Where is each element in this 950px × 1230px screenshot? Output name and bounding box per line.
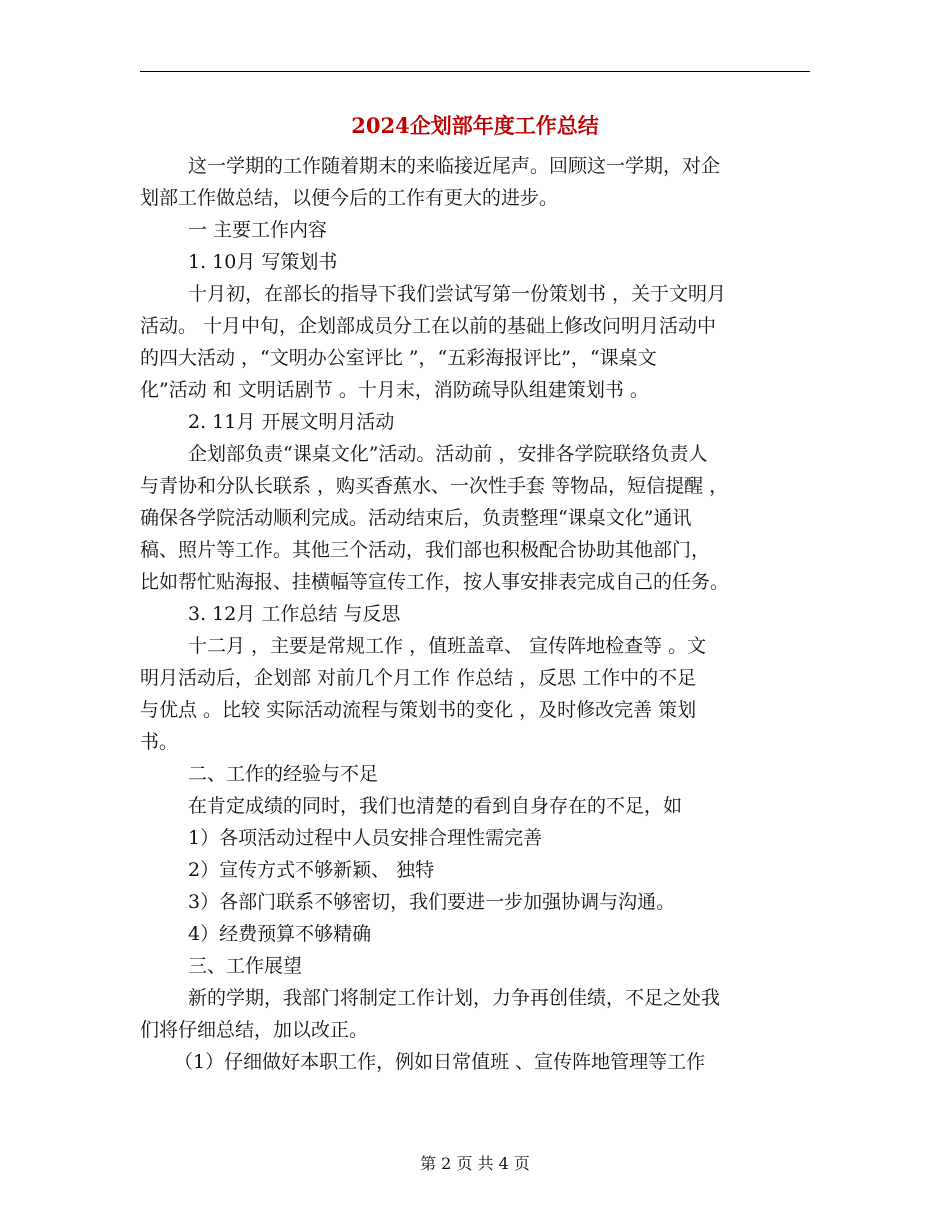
paragraph-line: 新的学期，我部门将制定工作计划，力争再创佳绩，不足之处我 <box>188 987 721 1009</box>
section-heading: 二、工作的经验与不足 <box>188 763 379 785</box>
paragraph-line: 稿、照片等工作。其他三个活动，我们部也积极配合协助其他部门， <box>140 539 711 561</box>
paragraph-line: 十二月 ，主要是常规工作 ，值班盖章、 宣传阵地检查等 。文 <box>188 635 707 657</box>
paragraph-line: 十月初，在部长的指导下我们尝试写第一份策划书 ，关于文明月 <box>188 283 727 305</box>
paragraph-line: 化”活动 和 文明话剧节 。十月末，消防疏导队组建策划书 。 <box>140 379 649 401</box>
paragraph-line: 在肯定成绩的同时，我们也清楚的看到自身存在的不足，如 <box>188 795 683 817</box>
list-item: 1）各项活动过程中人员安排合理性需完善 <box>188 827 543 849</box>
paragraph-line: 划部工作做总结，以便今后的工作有更大的进步。 <box>140 187 559 209</box>
list-item: 4）经费预算不够精确 <box>188 923 372 945</box>
paragraph-line: 们将仔细总结，加以改正。 <box>140 1019 369 1041</box>
paragraph-line: 这一学期的工作随着期末的来临接近尾声。回顾这一学期，对企 <box>188 155 721 177</box>
paragraph-line: 与优点 。比较 实际活动流程与策划书的变化 ，及时修改完善 策划 <box>140 699 697 721</box>
paragraph-line: 明月活动后，企划部 对前几个月工作 作总结 ，反思 工作中的不足 <box>140 667 697 689</box>
paragraph-line: 企划部负责“课桌文化”活动。活动前 ，安排各学院联络负责人 <box>188 443 708 465</box>
list-item: （1）仔细做好本职工作，例如日常值班 、宣传阵地管理等工作 <box>174 1051 706 1073</box>
page-number: 第 2 页 共 4 页 <box>420 1154 530 1173</box>
list-item: 3）各部门联系不够密切，我们要进一步加强协调与沟通。 <box>188 891 676 913</box>
subsection-heading: 1. 10月 写策划书 <box>188 251 338 273</box>
paragraph-line: 确保各学院活动顺利完成。活动结束后，负责整理“课桌文化”通讯 <box>140 507 692 529</box>
subsection-heading: 3. 12月 工作总结 与反思 <box>188 603 401 625</box>
paragraph-line: 与青协和分队长联系 ，购买香蕉水、一次性手套 等物品，短信提醒 ， <box>140 475 729 497</box>
section-heading: 一 主要工作内容 <box>188 219 328 241</box>
subsection-heading: 2. 11月 开展文明月活动 <box>188 411 395 433</box>
paragraph-line: 的四大活动 ，“文明办公室评比 ”，“五彩海报评比”，“课桌文 <box>140 347 657 369</box>
list-item: 2）宣传方式不够新颖、 独特 <box>188 859 435 881</box>
paragraph-line: 书。 <box>140 731 179 753</box>
document-body <box>140 150 810 1078</box>
paragraph-line: 比如帮忙贴海报、挂横幅等宣传工作，按人事安排表完成自己的任务。 <box>140 571 730 593</box>
header-rule <box>140 71 810 72</box>
section-heading: 三、工作展望 <box>188 955 303 977</box>
document-title: 2024企划部年度工作总结 <box>351 113 599 138</box>
paragraph-line: 活动。 十月中旬，企划部成员分工在以前的基础上修改问明月活动中 <box>140 315 717 337</box>
